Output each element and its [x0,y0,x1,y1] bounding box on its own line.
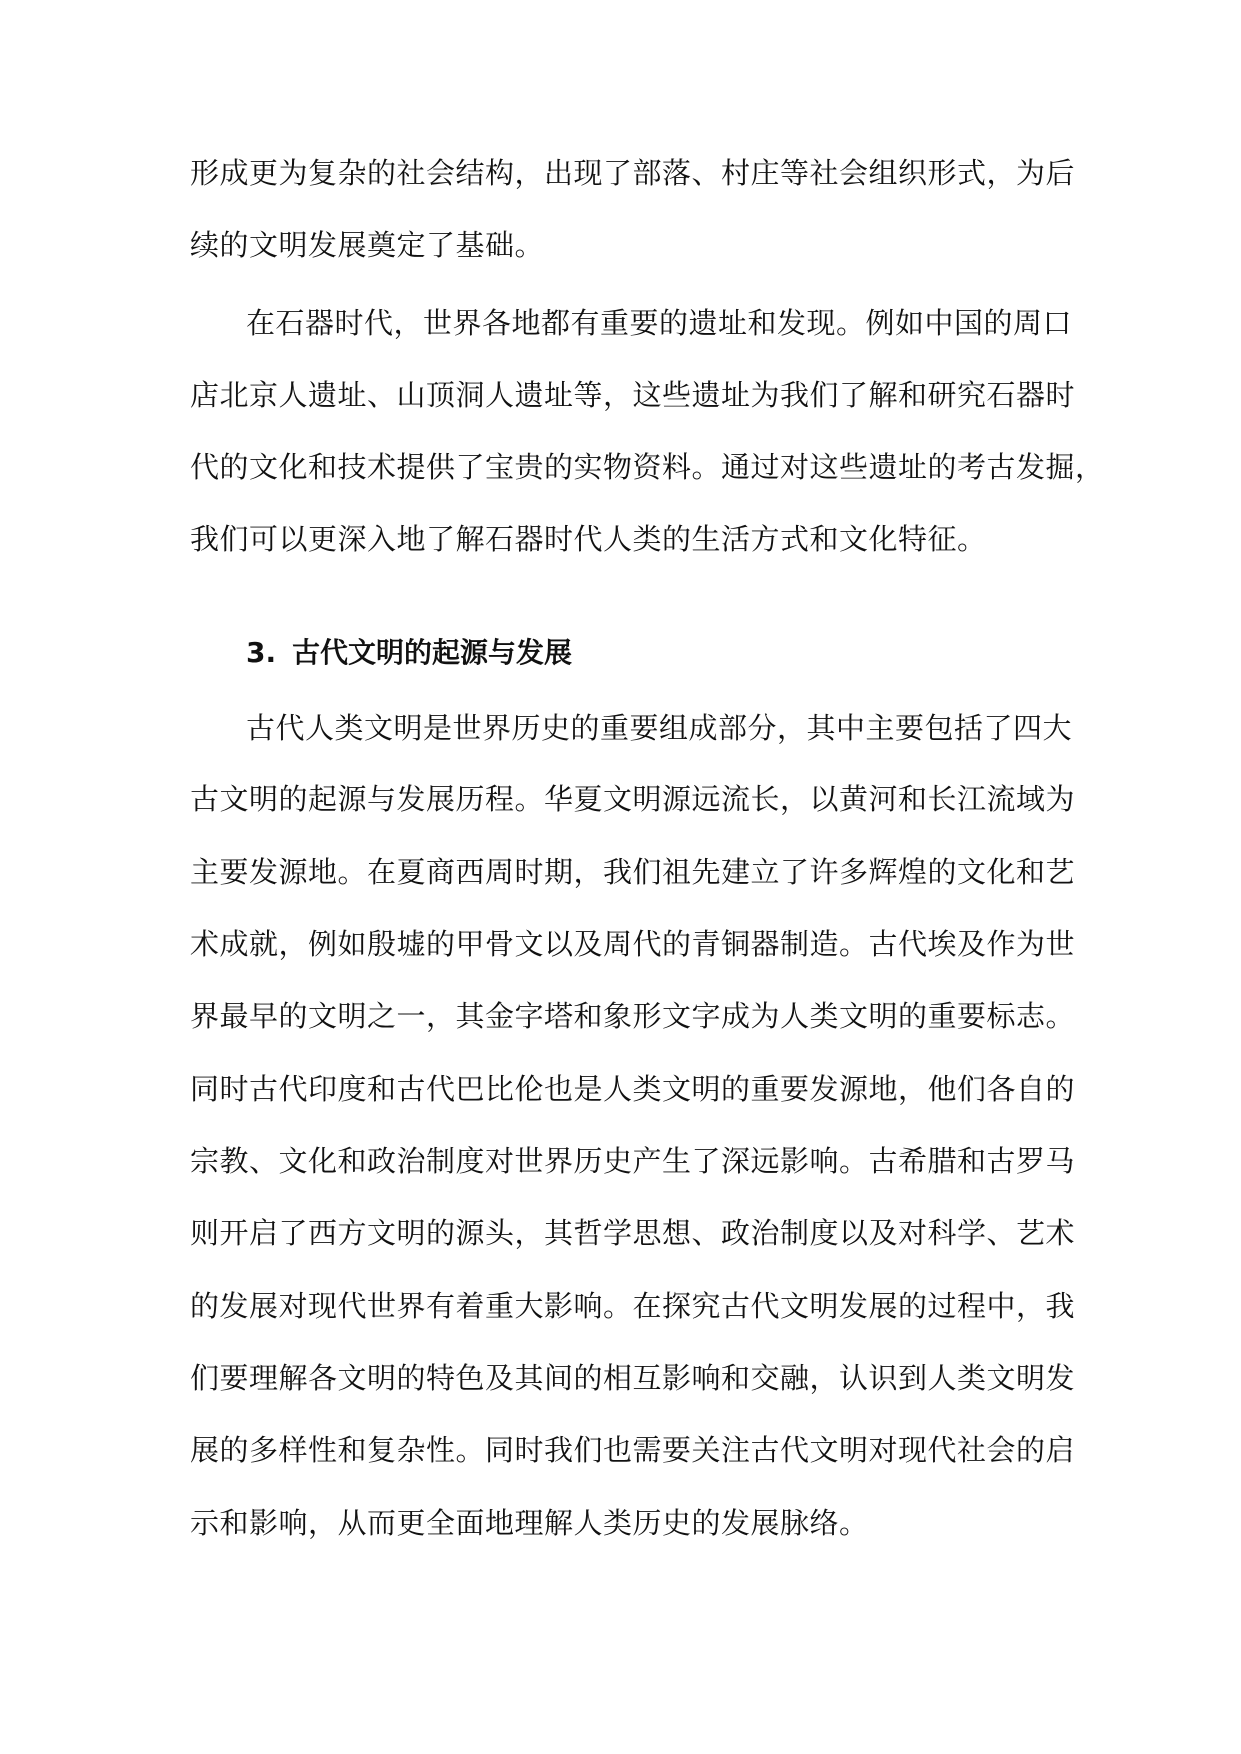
section-number: 3. [246,636,277,669]
text-line: 在石器时代，世界各地都有重要的遗址和发现。例如中国的周口 [246,306,1073,340]
text-line: 主要发源地。在夏商西周时期，我们祖先建立了许多辉煌的文化和艺 [190,855,1076,889]
text-line: 术成就，例如殷墟的甲骨文以及周代的青铜器制造。古代埃及作为世 [190,927,1076,961]
section-heading [246,633,572,673]
text-line: 古代人类文明是世界历史的重要组成部分，其中主要包括了四大 [246,711,1073,745]
text-line: 宗教、文化和政治制度对世界历史产生了深远影响。古希腊和古罗马 [190,1144,1076,1178]
text-line: 界最早的文明之一，其金字塔和象形文字成为人类文明的重要标志。 [190,999,1076,1033]
text-line: 展的多样性和复杂性。同时我们也需要关注古代文明对现代社会的启 [190,1433,1076,1467]
text-line: 则开启了西方文明的源头，其哲学思想、政治制度以及对科学、艺术 [190,1216,1076,1250]
text-line: 的发展对现代世界有着重大影响。在探究古代文明发展的过程中，我 [190,1289,1076,1323]
text-line: 们要理解各文明的特色及其间的相互影响和交融，认识到人类文明发 [190,1361,1076,1395]
text-line: 续的文明发展奠定了基础。 [190,228,545,262]
text-line: 同时古代印度和古代巴比伦也是人类文明的重要发源地，他们各自的 [190,1072,1076,1106]
section-title: 古代文明的起源与发展 [292,636,573,669]
text-line: 古文明的起源与发展历程。华夏文明源远流长，以黄河和长江流域为 [190,782,1076,816]
text-line: 我们可以更深入地了解石器时代人类的生活方式和文化特征。 [190,522,987,556]
text-line: 示和影响，从而更全面地理解人类历史的发展脉络。 [190,1506,869,1540]
text-line: 代的文化和技术提供了宝贵的实物资料。通过对这些遗址的考古发掘， [190,450,1105,484]
text-line: 形成更为复杂的社会结构，出现了部落、村庄等社会组织形式，为后 [190,156,1076,190]
text-line: 店北京人遗址、山顶洞人遗址等，这些遗址为我们了解和研究石器时 [190,378,1076,412]
